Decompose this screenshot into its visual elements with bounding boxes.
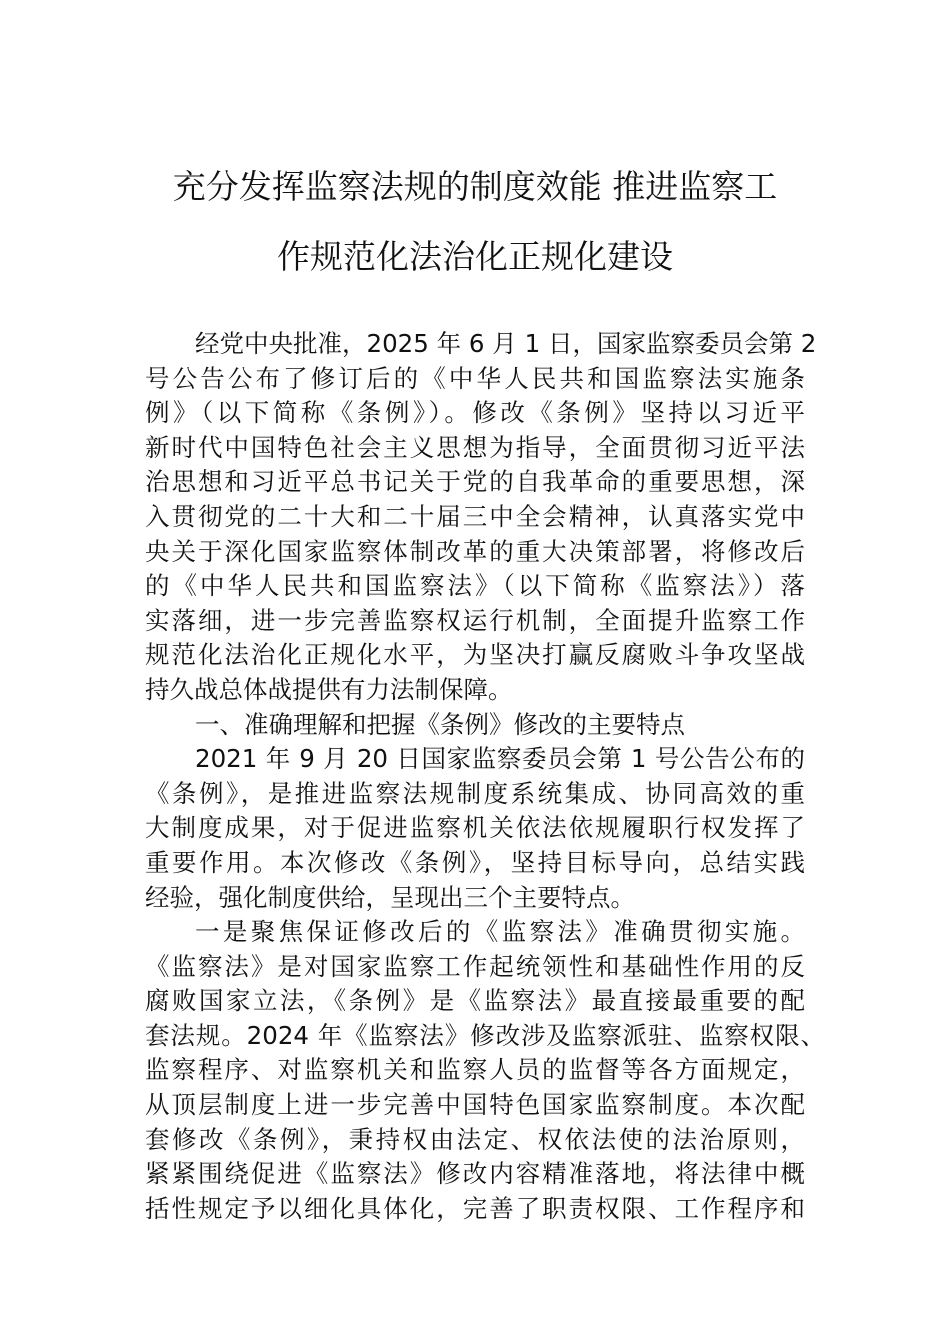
text-line: 经党中央批准，2025 年 6 月 1 日，国家监察委员会第 2 xyxy=(195,329,817,358)
text-line: 紧紧围绕促进《监察法》修改内容精准落地，将法律中概 xyxy=(145,1159,805,1189)
text-line: 例》（以下简称《条例》）。修改《条例》坚持以习近平 xyxy=(145,398,805,428)
text-line: 规范化法治化正规化水平，为坚决打赢反腐败斗争攻坚战 xyxy=(145,640,805,670)
document-title-line-1: 充分发挥监察法规的制度效能 推进监察工 xyxy=(172,167,778,206)
paragraph-background xyxy=(145,742,805,915)
paragraph-feature-1 xyxy=(145,915,825,1226)
text-line: 腐败国家立法，《条例》是《监察法》最直接最重要的配 xyxy=(145,986,805,1016)
text-line: 的《中华人民共和国监察法》（以下简称《监察法》）落 xyxy=(145,571,805,601)
text-line: 套法规。2024 年《监察法》修改涉及监察派驻、监察权限、 xyxy=(145,1020,825,1050)
paragraph-intro xyxy=(145,327,817,708)
text-line: 央关于深化国家监察体制改革的重大决策部署，将修改后 xyxy=(145,536,805,566)
document-body xyxy=(145,327,825,1226)
text-line: 一是聚焦保证修改后的《监察法》准确贯彻实施。 xyxy=(195,917,805,947)
text-line: 《条例》，是推进监察法规制度系统集成、协同高效的重 xyxy=(145,778,805,808)
text-line: 括性规定予以细化具体化，完善了职责权限、工作程序和 xyxy=(145,1193,805,1223)
text-line: 套修改《条例》，秉持权由法定、权依法使的法治原则， xyxy=(145,1124,805,1154)
text-line: 新时代中国特色社会主义思想为指导，全面贯彻习近平法 xyxy=(145,432,805,462)
text-line: 经验，强化制度供给，呈现出三个主要特点。 xyxy=(145,882,635,912)
text-line: 入贯彻党的二十大和二十届三中全会精神，认真落实党中 xyxy=(145,501,805,531)
text-line: 大制度成果，对于促进监察机关依法依规履职行权发挥了 xyxy=(145,813,805,843)
document-title-line-2: 作规范化法治化正规化建设 xyxy=(277,237,673,276)
text-line: 治思想和习近平总书记关于党的自我革命的重要思想，深 xyxy=(145,467,805,497)
text-line: 从顶层制度上进一步完善中国特色国家监察制度。本次配 xyxy=(145,1090,805,1120)
text-line: 重要作用。本次修改《条例》，坚持目标导向，总结实践 xyxy=(145,847,805,877)
text-line: 《监察法》是对国家监察工作起统领性和基础性作用的反 xyxy=(145,951,805,981)
section-heading: 一、准确理解和把握《条例》修改的主要特点 xyxy=(195,709,685,739)
section-heading-1 xyxy=(145,708,805,743)
text-line: 号公告公布了修订后的《中华人民共和国监察法实施条 xyxy=(145,363,805,393)
text-line: 2021 年 9 月 20 日国家监察委员会第 1 号公告公布的 xyxy=(195,744,805,774)
text-line: 监察程序、对监察机关和监察人员的监督等各方面规定， xyxy=(145,1055,805,1085)
text-line: 实落细，进一步完善监察权运行机制，全面提升监察工作 xyxy=(145,605,805,635)
text-line: 持久战总体战提供有力法制保障。 xyxy=(145,674,513,704)
